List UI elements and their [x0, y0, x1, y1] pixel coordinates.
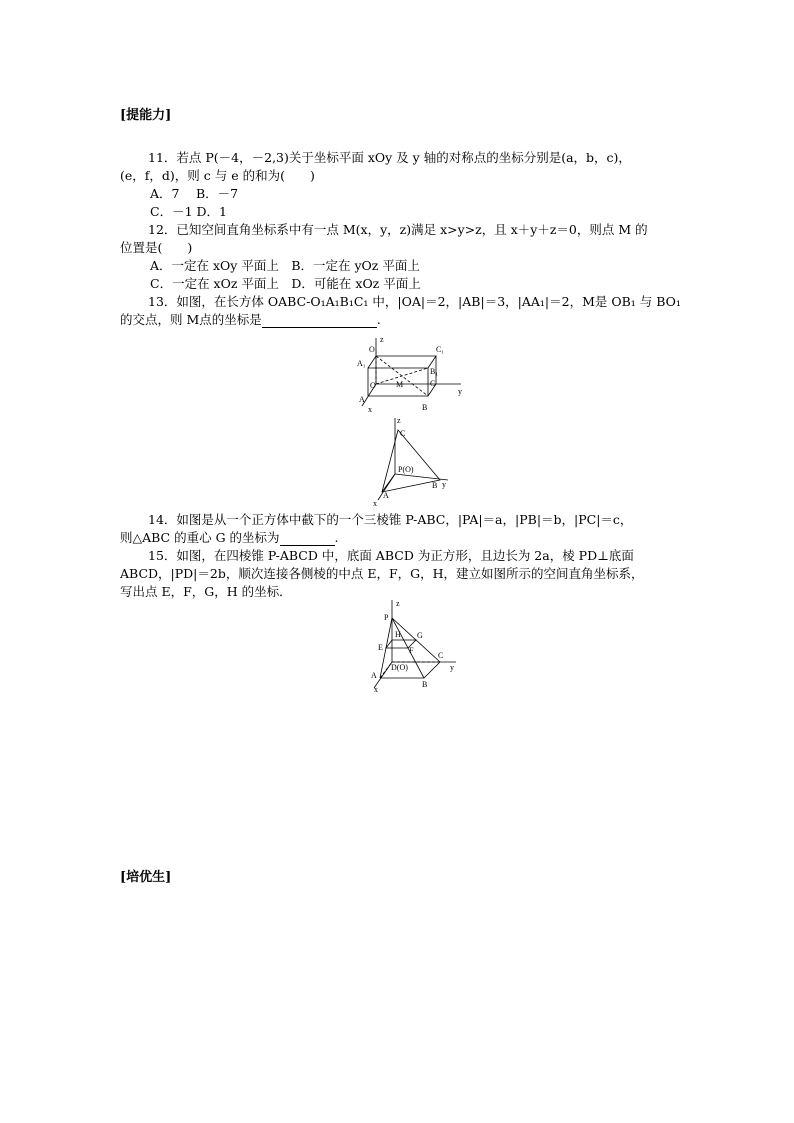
- fig1-label-m: M: [396, 380, 404, 389]
- fig2-label-p: P(O): [398, 465, 414, 474]
- figure-cuboid: [356, 334, 466, 414]
- q13-answer-blank: [262, 315, 377, 328]
- q12-line2: 位置是( ): [120, 240, 193, 255]
- fig3-label-p: P: [384, 613, 389, 622]
- q13-line2-period: .: [376, 312, 381, 327]
- q13-line1: 13．如图，在长方体 OABC-O₁A₁B₁C₁ 中，|OA|＝2，|AB|＝3，|AA₁|＝2，M是 OB₁ 与 BO₁: [148, 294, 681, 309]
- figure-pyramid: [362, 598, 462, 693]
- fig3-label-y: y: [450, 663, 454, 672]
- fig2-label-a: A: [383, 491, 389, 500]
- q14-line1: 14．如图是从一个正方体中截下的一个三棱锥 P-ABC，|PA|＝a，|PB|＝b，|PC|＝c，: [148, 512, 633, 527]
- q11-options-ab: A．7 B．－7: [150, 186, 239, 201]
- fig3-label-b: B: [422, 680, 428, 689]
- q15-line2: ABCD，|PD|＝2b，顺次连接各侧棱的中点 E，F，G，H，建立如图所示的空间直角坐标系，: [120, 566, 644, 581]
- fig3-label-f: F: [409, 646, 414, 655]
- fig3-label-z: z: [396, 599, 400, 608]
- fig3-label-g: G: [417, 631, 423, 640]
- q13-line2-text: 的交点，则 M点的坐标是: [120, 312, 262, 327]
- figure-tetrahedron: [370, 416, 460, 506]
- fig1-label-c: C: [430, 379, 436, 388]
- q15-line3: 写出点 E，F，G，H 的坐标．: [120, 584, 292, 599]
- q13-line2: [120, 310, 381, 328]
- fig1-label-b: B: [422, 403, 428, 412]
- fig1-label-y: y: [458, 387, 462, 396]
- section-title-improve: [提能力]: [120, 108, 172, 123]
- fig1-label-x: x: [368, 405, 372, 414]
- fig1-diagonal-bo1: [376, 356, 428, 396]
- fig3-label-x: x: [374, 685, 378, 694]
- q14-line2-text: 则△ABC 的重心 G 的坐标为: [120, 530, 280, 545]
- q11-line1: 11．若点 P(－4，－2,3)关于坐标平面 xOy 及 y 轴的对称点的坐标分别是(a，b，c)，: [148, 150, 631, 165]
- fig1-label-o1: O₁: [369, 345, 378, 354]
- fig3-label-e: E: [378, 643, 383, 652]
- fig2-label-c: C: [400, 429, 406, 438]
- q11-line2: (e，f，d)，则 c 与 e 的和为( ): [120, 168, 315, 183]
- q14-line2-period: .: [334, 530, 339, 545]
- fig2-label-z: z: [397, 416, 401, 425]
- fig2-y-axis: [395, 474, 448, 480]
- fig1-label-o: O: [370, 381, 376, 390]
- fig1-label-a: A: [359, 395, 365, 404]
- q12-line1: 12．已知空间直角坐标系中有一点 M(x，y，z)满足 x>y>z，且 x＋y＋z＝0，则点 M 的: [148, 222, 648, 237]
- fig3-label-a: A: [371, 671, 377, 680]
- q11-options-cd: C．－1 D．1: [150, 204, 227, 219]
- fig3-label-h: H: [395, 630, 401, 639]
- q14-line2: [120, 528, 339, 546]
- fig1-label-c1: C₁: [436, 345, 445, 354]
- fig1-label-z: z: [380, 335, 384, 344]
- q15-line1: 15．如图，在四棱锥 P-ABCD 中，底面 ABCD 为正方形，且边长为 2a，棱 PD⊥底面: [148, 548, 634, 563]
- fig2-label-x: x: [373, 499, 377, 508]
- fig2-label-y: y: [442, 480, 446, 489]
- q12-options-cd: C．一定在 xOz 平面上 D．可能在 xOz 平面上: [150, 276, 421, 291]
- fig3-base-front: [380, 662, 440, 678]
- fig2-label-b: B: [432, 481, 438, 490]
- fig1-label-a1: A₁: [357, 359, 366, 368]
- q12-options-ab: A．一定在 xOy 平面上 B．一定在 yOz 平面上: [150, 258, 420, 273]
- q14-answer-blank: [280, 533, 335, 546]
- section-title-advanced: [培优生]: [120, 870, 172, 885]
- fig3-label-d: D(O): [391, 663, 408, 672]
- fig1-label-b1: B₁: [430, 367, 439, 376]
- fig3-label-c: C: [438, 651, 444, 660]
